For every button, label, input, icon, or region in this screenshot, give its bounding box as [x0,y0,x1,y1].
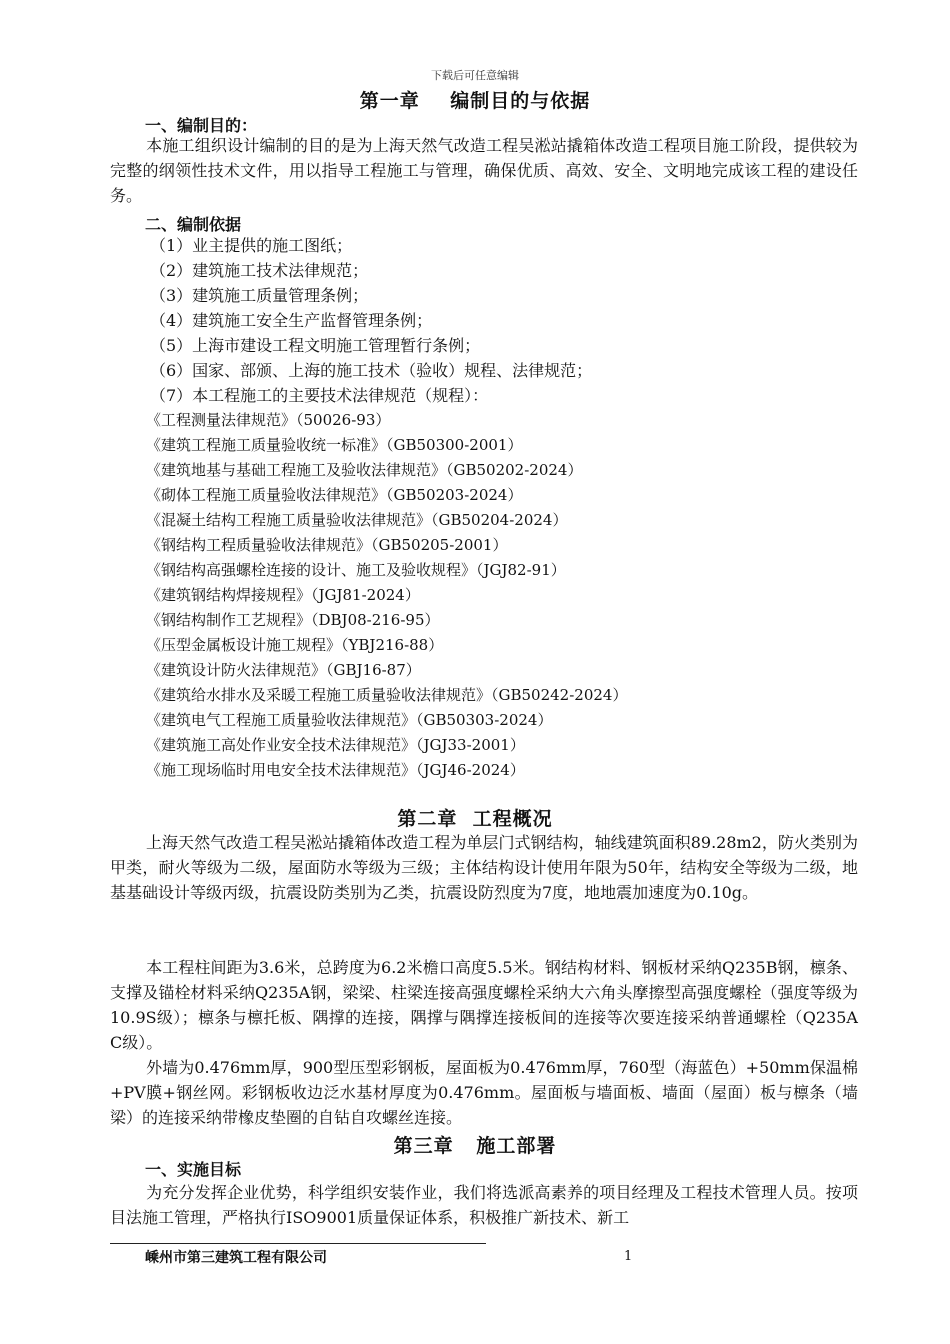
basis-item: （5）上海市建设工程文明施工管理暂行条例； [150,336,481,355]
standard-item: 《建筑钢结构焊接规程》（JGJ81-2024） [146,586,420,604]
standard-item: 《钢结构工程质量验收法律规范》（GB50205-2001） [146,536,508,554]
standard-item: 《建筑给水排水及采暖工程施工质量验收法律规范》（GB50242-2024） [146,686,628,704]
basis-item: （4）建筑施工安全生产监督管理条例； [150,311,433,330]
standard-item: 《钢结构高强螺栓连接的设计、施工及验收规程》（JGJ82-91） [146,561,566,579]
footer-company: 嵊州市第三建筑工程有限公司 [145,1250,327,1266]
standard-item: 《建筑工程施工质量验收统一标准》（GB50300-2001） [146,436,523,454]
overview-text-1: 上海天然气改造工程吴淞站撬箱体改造工程为单层门式钢结构，轴线建筑面积89.28m2，防火类别为甲类，耐火等级为二级，屋面防水等级为三级；主体结构设计使用年限为50年，结构安全等级为二级，地基基础设计等级丙级，抗震设防类别为乙类，抗震设防烈度为7度，地地震加速度为0.10g。 [110,833,858,902]
overview-paragraph-1 [110,830,858,905]
standard-item: 《建筑设计防火法律规范》（GBJ16-87） [146,661,421,679]
standard-item: 《建筑电气工程施工质量验收法律规范》（GB50303-2024） [146,711,553,729]
section-basis-title: 二、编制依据 [145,215,242,234]
section-purpose-title: 一、编制目的： [145,116,258,135]
target-paragraph [110,1180,858,1230]
basis-item: （3）建筑施工质量管理条例； [150,286,369,305]
standards-list [146,408,627,783]
basis-item: （1）业主提供的施工图纸； [150,236,353,255]
overview-text-2: 本工程柱间距为3.6米，总跨度为6.2米檐口高度5.5米。钢结构材料、钢板材采纳Q235B钢，檩条、支撑及锚栓材料采纳Q235A钢，梁梁、柱梁连接高强度螺栓采纳大六角头摩擦型高强度螺栓（强度等级为10.9S级）；檩条与檩托板、隅撑的连接，隅撑与隅撑连接板间的连接等次要连接采纳普通螺栓（Q235A C级）。 [110,958,858,1052]
standard-item: 《钢结构制作工艺规程》（DBJ08-216-95） [146,611,440,629]
purpose-text: 本施工组织设计编制的目的是为上海天然气改造工程吴淞站撬箱体改造工程项目施工阶段，提供较为完整的纲领性技术文件，用以指导工程施工与管理，确保优质、高效、安全、文明地完成该工程的建设任务。 [110,136,858,205]
standard-item: 《建筑施工高处作业安全技术法律规范》（JGJ33-2001） [146,736,525,754]
section-target-title: 一、实施目标 [145,1160,242,1179]
standard-item: 《工程测量法律规范》（50026-93） [146,411,391,429]
header-note: 下载后可任意编辑 [431,69,519,82]
chapter-1-title: 第一章 编制目的与依据 [359,90,591,112]
basis-list [150,233,592,408]
chapter-2-title: 第二章 工程概况 [397,808,553,830]
chapter-3-title: 第三章 施工部署 [393,1135,557,1157]
standard-item: 《施工现场临时用电安全技术法律规范》（JGJ46-2024） [146,761,525,779]
footer-divider [110,1243,486,1244]
basis-item: （7）本工程施工的主要技术法律规范（规程）： [150,386,489,405]
target-text: 为充分发挥企业优势，科学组织安装作业，我们将选派高素养的项目经理及工程技术管理人员。按项目法施工管理，严格执行ISO9001质量保证体系，积极推广新技术、新工 [110,1183,858,1227]
standard-item: 《砌体工程施工质量验收法律规范》（GB50203-2024） [146,486,523,504]
standard-item: 《建筑地基与基础工程施工及验收法律规范》（GB50202-2024） [146,461,583,479]
overview-paragraph-3 [110,1055,858,1130]
basis-item: （2）建筑施工技术法律规范； [150,261,369,280]
overview-paragraph-2 [110,955,858,1055]
overview-text-3: 外墙为0.476mm厚，900型压型彩钢板，屋面板为0.476mm厚，760型（海蓝色）+50mm保温棉+PV膜+钢丝网。彩钢板收边泛水基材厚度为0.476mm。屋面板与墙面板、墙面（屋面）板与檩条（墙梁）的连接采纳带橡皮垫圈的自钻自攻螺丝连接。 [110,1058,858,1127]
standard-item: 《混凝土结构工程施工质量验收法律规范》（GB50204-2024） [146,511,568,529]
basis-item: （6）国家、部颁、上海的施工技术（验收）规程、法律规范； [150,361,593,380]
standard-item: 《压型金属板设计施工规程》（YBJ216-88） [146,636,444,654]
page-number: 1 [624,1249,633,1264]
purpose-paragraph [110,133,858,208]
